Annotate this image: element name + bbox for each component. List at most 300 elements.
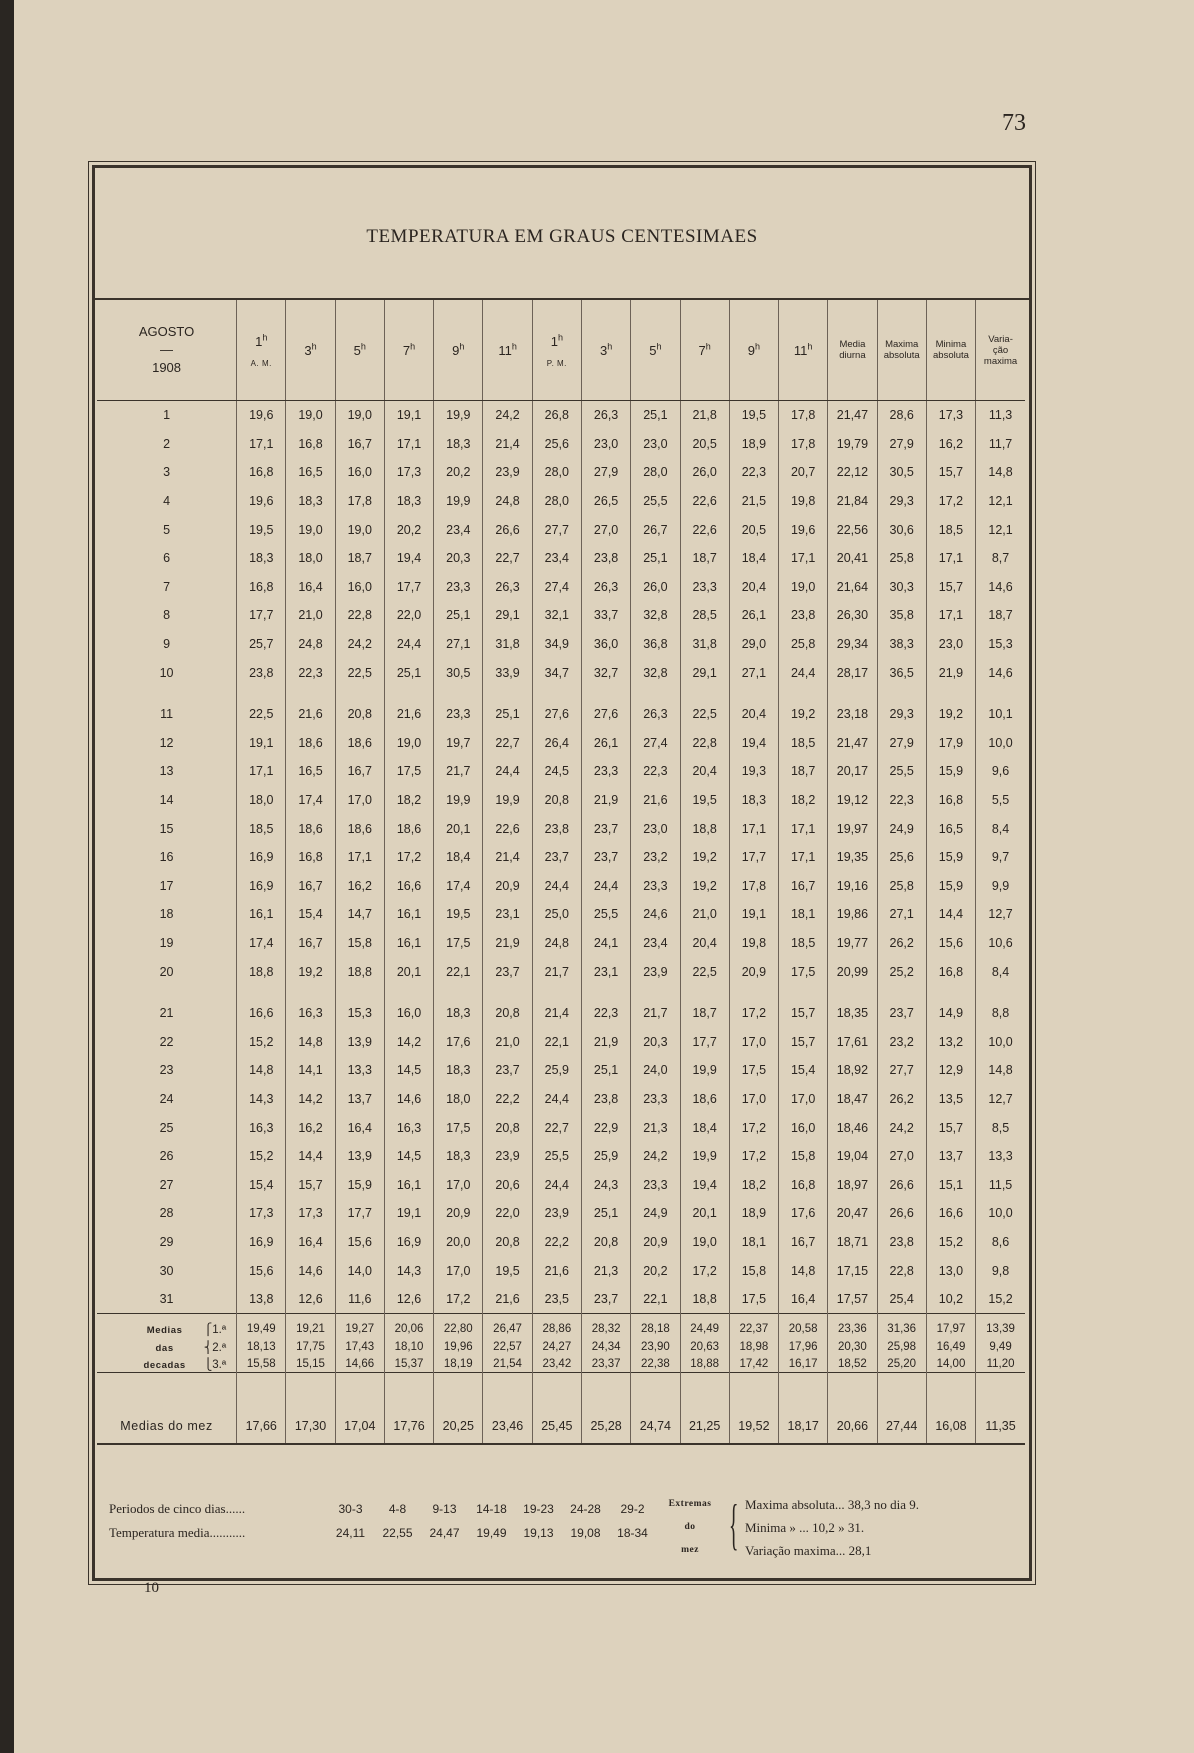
value-cell: 19,3 (729, 757, 778, 786)
value-cell: 18,7 (680, 986, 729, 1028)
value-cell: 14,6 (976, 658, 1025, 687)
decade-value-cell: 16,17 (779, 1355, 828, 1373)
day-cell: 12 (159, 735, 174, 750)
value-cell: 16,9 (237, 872, 286, 901)
value-cell: 12,1 (976, 487, 1025, 516)
value-cell: 19,9 (680, 1142, 729, 1171)
value-cell: 14,5 (384, 1142, 433, 1171)
value-cell: 21,47 (828, 401, 877, 430)
value-cell: 16,1 (384, 900, 433, 929)
table-row (97, 487, 1025, 516)
value-cell: 27,9 (877, 729, 926, 758)
value-cell: 16,6 (926, 1199, 975, 1228)
value-cell: 17,2 (680, 1256, 729, 1285)
value-cell: 20,47 (828, 1199, 877, 1228)
table-row (97, 900, 1025, 929)
day-cell: 22 (159, 1034, 174, 1049)
decade-ordinal: 1.ª (212, 1324, 227, 1337)
value-cell: 26,3 (581, 401, 630, 430)
value-cell: 22,3 (631, 757, 680, 786)
value-cell: 16,7 (335, 430, 384, 459)
day-cell: 21 (159, 1006, 174, 1021)
month-mean-value: 25,28 (581, 1373, 630, 1445)
decade-value-cell: 19,27 (335, 1314, 384, 1339)
value-cell: 27,0 (877, 1142, 926, 1171)
value-cell: 19,6 (779, 515, 828, 544)
value-cell: 17,6 (779, 1199, 828, 1228)
temperatura-media-value: 19,08 (570, 1526, 601, 1540)
month-mean-value: 21,25 (680, 1373, 729, 1445)
value-cell: 20,3 (434, 544, 483, 573)
header-hour-value: 7$^h$ (402, 341, 416, 359)
value-cell: 24,8 (532, 929, 581, 958)
value-cell: 18,6 (680, 1085, 729, 1114)
value-cell: 21,0 (680, 900, 729, 929)
value-cell: 16,7 (779, 1228, 828, 1257)
value-cell: 15,8 (729, 1256, 778, 1285)
decade-value-cell: 17,43 (335, 1338, 384, 1355)
value-cell: 23,18 (828, 687, 877, 729)
table-row (97, 1228, 1025, 1257)
value-cell: 17,9 (926, 729, 975, 758)
value-cell: 23,0 (631, 430, 680, 459)
header-variacao-maxima-line: ção (992, 344, 1009, 356)
value-cell: 14,9 (926, 986, 975, 1028)
value-cell: 19,0 (680, 1228, 729, 1257)
value-cell: 18,6 (286, 814, 335, 843)
value-cell: 25,1 (581, 1199, 630, 1228)
value-cell: 8,4 (976, 814, 1025, 843)
value-cell: 17,5 (779, 957, 828, 986)
header-minima-absoluta-line: absoluta (933, 350, 969, 361)
value-cell: 19,9 (680, 1056, 729, 1085)
value-cell: 22,3 (286, 658, 335, 687)
value-cell: 23,4 (434, 515, 483, 544)
value-cell: 27,1 (877, 900, 926, 929)
value-cell: 13,2 (926, 1027, 975, 1056)
value-cell: 18,2 (779, 786, 828, 815)
decade-value-cell: 19,49 (237, 1314, 286, 1339)
value-cell: 22,8 (680, 729, 729, 758)
value-cell: 18,6 (286, 729, 335, 758)
table-row (97, 658, 1025, 687)
value-cell: 25,2 (877, 957, 926, 986)
value-cell: 17,8 (335, 487, 384, 516)
header-hour-value: 3$^h$ (599, 341, 613, 359)
decade-brace: ⎧ (203, 1324, 213, 1337)
value-cell: 32,7 (581, 658, 630, 687)
value-cell: 23,9 (483, 1142, 532, 1171)
value-cell: 19,86 (828, 900, 877, 929)
value-cell: 19,79 (828, 430, 877, 459)
value-cell: 10,0 (976, 729, 1025, 758)
decade-value-cell: 15,58 (237, 1355, 286, 1373)
value-cell: 26,0 (680, 458, 729, 487)
value-cell: 13,0 (926, 1256, 975, 1285)
value-cell: 20,5 (680, 430, 729, 459)
value-cell: 23,8 (779, 601, 828, 630)
header-hour-1 (237, 300, 286, 401)
table-title: TEMPERATURA EM GRAUS CENTESIMAES (366, 226, 758, 247)
header-hour-value: 9$^h$ (747, 341, 761, 359)
header-variacao-maxima (976, 300, 1025, 401)
table-row (97, 687, 1025, 729)
table-row (97, 401, 1025, 430)
page-number: 73 (1002, 110, 1026, 136)
value-cell: 18,3 (434, 986, 483, 1028)
value-cell: 16,8 (286, 430, 335, 459)
value-cell: 15,6 (335, 1228, 384, 1257)
value-cell: 23,2 (877, 1027, 926, 1056)
value-cell: 20,8 (483, 1228, 532, 1257)
temperatura-media-values (327, 1525, 656, 1541)
header-variacao-maxima-line: Varia- (988, 333, 1013, 345)
value-cell: 21,64 (828, 573, 877, 602)
value-cell: 15,2 (237, 1027, 286, 1056)
value-cell: 13,8 (237, 1285, 286, 1314)
value-cell: 21,6 (286, 687, 335, 729)
decade-value-cell: 19,21 (286, 1314, 335, 1339)
value-cell: 19,2 (680, 872, 729, 901)
header-hour-3 (335, 300, 384, 401)
value-cell: 32,1 (532, 601, 581, 630)
value-cell: 14,6 (384, 1085, 433, 1114)
value-cell: 24,9 (631, 1199, 680, 1228)
value-cell: 27,4 (532, 573, 581, 602)
value-cell: 22,5 (335, 658, 384, 687)
decade-row (97, 1314, 1025, 1339)
month-mean-value: 18,17 (779, 1373, 828, 1445)
value-cell: 25,1 (581, 1056, 630, 1085)
value-cell: 25,6 (877, 843, 926, 872)
value-cell: 17,1 (779, 814, 828, 843)
value-cell: 23,8 (581, 1085, 630, 1114)
value-cell: 29,3 (877, 687, 926, 729)
value-cell: 19,1 (384, 1199, 433, 1228)
value-cell: 14,4 (286, 1142, 335, 1171)
value-cell: 27,0 (581, 515, 630, 544)
value-cell: 23,1 (483, 900, 532, 929)
value-cell: 26,5 (581, 487, 630, 516)
value-cell: 18,9 (729, 1199, 778, 1228)
value-cell: 36,5 (877, 658, 926, 687)
header-maxima-absoluta (877, 300, 926, 401)
value-cell: 20,8 (335, 687, 384, 729)
value-cell: 17,4 (434, 872, 483, 901)
value-cell: 20,0 (434, 1228, 483, 1257)
decade-value-cell: 15,15 (286, 1355, 335, 1373)
decade-value-cell: 22,38 (631, 1355, 680, 1373)
value-cell: 16,8 (926, 957, 975, 986)
value-cell: 26,2 (877, 929, 926, 958)
periodos-values (327, 1501, 656, 1517)
value-cell: 18,6 (335, 729, 384, 758)
value-cell: 26,6 (877, 1170, 926, 1199)
header-hour-suffix: h (656, 341, 662, 352)
value-cell: 21,7 (532, 957, 581, 986)
temperatura-media-value: 19,13 (523, 1526, 554, 1540)
table-row (97, 458, 1025, 487)
value-cell: 23,8 (237, 658, 286, 687)
month-mean-value: 24,74 (631, 1373, 680, 1445)
value-cell: 16,9 (237, 843, 286, 872)
table-row (97, 544, 1025, 573)
day-cell: 26 (159, 1149, 174, 1164)
temperatura-media-value: 22,55 (382, 1526, 413, 1540)
value-cell: 16,1 (384, 929, 433, 958)
value-cell: 27,7 (877, 1056, 926, 1085)
table-row (97, 1113, 1025, 1142)
header-media-diurna (828, 300, 877, 401)
value-cell: 16,4 (286, 1228, 335, 1257)
value-cell: 15,9 (926, 872, 975, 901)
decade-value-cell: 20,06 (384, 1314, 433, 1339)
value-cell: 26,6 (877, 1199, 926, 1228)
decade-label-cell (97, 1355, 237, 1373)
value-cell: 28,6 (877, 401, 926, 430)
value-cell: 13,9 (335, 1027, 384, 1056)
extremas-title: Extremas do mez (668, 1499, 712, 1555)
value-cell: 18,4 (680, 1113, 729, 1142)
table-row (97, 986, 1025, 1028)
month-mean-value: 23,46 (483, 1373, 532, 1445)
value-cell: 13,9 (335, 1142, 384, 1171)
value-cell: 27,6 (532, 687, 581, 729)
month-mean-value: 11,35 (976, 1373, 1025, 1445)
value-cell: 17,1 (926, 544, 975, 573)
value-cell: 21,6 (532, 1256, 581, 1285)
value-cell: 18,47 (828, 1085, 877, 1114)
value-cell: 19,0 (335, 401, 384, 430)
value-cell: 20,9 (729, 957, 778, 986)
value-cell: 28,5 (680, 601, 729, 630)
value-cell: 17,15 (828, 1256, 877, 1285)
value-cell: 19,4 (729, 729, 778, 758)
value-cell: 15,2 (237, 1142, 286, 1171)
value-cell: 21,4 (483, 430, 532, 459)
header-hour-value: 9$^h$ (452, 341, 465, 359)
value-cell: 22,0 (384, 601, 433, 630)
header-hour-7 (532, 300, 581, 401)
value-cell: 16,4 (779, 1285, 828, 1314)
value-cell: 17,3 (926, 401, 975, 430)
value-cell: 25,8 (779, 630, 828, 659)
value-cell: 17,2 (384, 843, 433, 872)
value-cell: 27,9 (581, 458, 630, 487)
value-cell: 33,7 (581, 601, 630, 630)
value-cell: 23,3 (631, 872, 680, 901)
decade-value-cell: 15,37 (384, 1355, 433, 1373)
value-cell: 25,5 (581, 900, 630, 929)
value-cell: 23,7 (877, 986, 926, 1028)
value-cell: 19,77 (828, 929, 877, 958)
value-cell: 18,7 (779, 757, 828, 786)
value-cell: 28,0 (631, 458, 680, 487)
table-row (97, 1056, 1025, 1085)
value-cell: 22,7 (532, 1113, 581, 1142)
decade-value-cell: 22,80 (434, 1314, 483, 1339)
value-cell: 27,9 (877, 430, 926, 459)
value-cell: 22,5 (680, 957, 729, 986)
value-cell: 16,4 (335, 1113, 384, 1142)
value-cell: 18,3 (434, 1056, 483, 1085)
value-cell: 18,3 (434, 1142, 483, 1171)
value-cell: 19,97 (828, 814, 877, 843)
day-cell: 10 (159, 665, 174, 680)
day-cell: 1 (163, 408, 171, 423)
value-cell: 17,5 (729, 1056, 778, 1085)
value-cell: 23,7 (581, 814, 630, 843)
value-cell: 18,3 (434, 430, 483, 459)
value-cell: 17,5 (729, 1285, 778, 1314)
value-cell: 16,5 (286, 458, 335, 487)
value-cell: 19,0 (286, 515, 335, 544)
decade-ordinal: 3.ª (212, 1358, 227, 1371)
value-cell: 19,5 (237, 515, 286, 544)
value-cell: 18,4 (434, 843, 483, 872)
value-cell: 16,3 (384, 1113, 433, 1142)
decade-value-cell: 20,58 (779, 1314, 828, 1339)
value-cell: 22,3 (581, 986, 630, 1028)
month-mean-row (97, 1373, 1025, 1445)
value-cell: 19,5 (680, 786, 729, 815)
value-cell: 24,6 (631, 900, 680, 929)
header-hour-value: 5$^h$ (649, 341, 662, 359)
decade-value-cell: 28,18 (631, 1314, 680, 1339)
value-cell: 34,7 (532, 658, 581, 687)
value-cell: 14,1 (286, 1056, 335, 1085)
value-cell: 15,7 (779, 986, 828, 1028)
value-cell: 20,2 (434, 458, 483, 487)
value-cell: 14,2 (384, 1027, 433, 1056)
value-cell: 23,3 (434, 687, 483, 729)
value-cell: 15,8 (335, 929, 384, 958)
value-cell: 17,3 (237, 1199, 286, 1228)
value-cell: 18,1 (779, 900, 828, 929)
value-cell: 19,5 (729, 401, 778, 430)
value-cell: 22,5 (237, 687, 286, 729)
value-cell: 14,7 (335, 900, 384, 929)
value-cell: 24,2 (631, 1142, 680, 1171)
value-cell: 14,8 (286, 1027, 335, 1056)
value-cell: 18,9 (729, 430, 778, 459)
value-cell: 9,6 (976, 757, 1025, 786)
value-cell: 22,8 (877, 1256, 926, 1285)
value-cell: 26,1 (729, 601, 778, 630)
value-cell: 16,5 (926, 814, 975, 843)
header-media-diurna-line: Media (839, 339, 866, 350)
value-cell: 18,3 (384, 487, 433, 516)
value-cell: 30,3 (877, 573, 926, 602)
decade-value-cell: 23,90 (631, 1338, 680, 1355)
day-cell: 23 (159, 1063, 174, 1078)
value-cell: 29,0 (729, 630, 778, 659)
day-cell: 2 (163, 436, 171, 451)
value-cell: 20,8 (532, 786, 581, 815)
value-cell: 23,7 (483, 957, 532, 986)
value-cell: 11,5 (976, 1170, 1025, 1199)
header-hour-suffix: h (262, 332, 268, 343)
value-cell: 15,7 (926, 1113, 975, 1142)
value-cell: 19,12 (828, 786, 877, 815)
value-cell: 18,7 (680, 544, 729, 573)
value-cell: 8,8 (976, 986, 1025, 1028)
value-cell: 29,34 (828, 630, 877, 659)
value-cell: 18,0 (237, 786, 286, 815)
value-cell: 16,5 (286, 757, 335, 786)
table-row (97, 757, 1025, 786)
value-cell: 23,3 (631, 1170, 680, 1199)
value-cell: 23,3 (631, 1085, 680, 1114)
decade-value-cell: 18,88 (680, 1355, 729, 1373)
value-cell: 25,4 (877, 1285, 926, 1314)
value-cell: 21,47 (828, 729, 877, 758)
table-row (97, 573, 1025, 602)
value-cell: 8,5 (976, 1113, 1025, 1142)
header-month: AGOSTO (138, 324, 195, 339)
value-cell: 10,1 (976, 687, 1025, 729)
value-cell: 14,8 (779, 1256, 828, 1285)
value-cell: 15,4 (237, 1170, 286, 1199)
value-cell: 18,6 (335, 814, 384, 843)
value-cell: 11,7 (976, 430, 1025, 459)
value-cell: 19,9 (434, 401, 483, 430)
value-cell: 23,7 (532, 843, 581, 872)
value-cell: 12,6 (384, 1285, 433, 1314)
value-cell: 24,0 (631, 1056, 680, 1085)
value-cell: 22,6 (483, 814, 532, 843)
table-row (97, 515, 1025, 544)
value-cell: 20,7 (779, 458, 828, 487)
periodo-value: 14-18 (476, 1502, 507, 1516)
value-cell: 25,9 (581, 1142, 630, 1171)
value-cell: 16,8 (779, 1170, 828, 1199)
value-cell: 19,0 (779, 573, 828, 602)
extremas-variacao: Variação maxima... 28,1 (745, 1543, 872, 1558)
value-cell: 17,0 (729, 1027, 778, 1056)
value-cell: 17,8 (779, 430, 828, 459)
decade-value-cell: 24,34 (581, 1338, 630, 1355)
decade-label-cell (97, 1338, 237, 1355)
value-cell: 16,8 (237, 458, 286, 487)
decade-value-cell: 21,54 (483, 1355, 532, 1373)
value-cell: 18,5 (926, 515, 975, 544)
value-cell: 21,9 (483, 929, 532, 958)
value-cell: 17,1 (384, 430, 433, 459)
table-row (97, 1170, 1025, 1199)
value-cell: 18,2 (729, 1170, 778, 1199)
day-cell: 5 (163, 522, 171, 537)
value-cell: 22,1 (532, 1027, 581, 1056)
value-cell: 20,9 (434, 1199, 483, 1228)
value-cell: 13,3 (976, 1142, 1025, 1171)
table-row (97, 843, 1025, 872)
value-cell: 17,0 (335, 786, 384, 815)
extremas-minima: Minima » ... 10,2 » 31. (745, 1520, 865, 1535)
value-cell: 23,2 (631, 843, 680, 872)
header-maxima-absoluta-line: Maxima (885, 339, 919, 350)
value-cell: 19,9 (434, 786, 483, 815)
day-cell: 18 (159, 907, 174, 922)
day-cell: 15 (159, 821, 174, 836)
day-cell: 3 (163, 465, 171, 480)
value-cell: 19,04 (828, 1142, 877, 1171)
table-row (97, 729, 1025, 758)
value-cell: 19,2 (286, 957, 335, 986)
value-cell: 17,3 (384, 458, 433, 487)
table-row (97, 601, 1025, 630)
table-row (97, 430, 1025, 459)
